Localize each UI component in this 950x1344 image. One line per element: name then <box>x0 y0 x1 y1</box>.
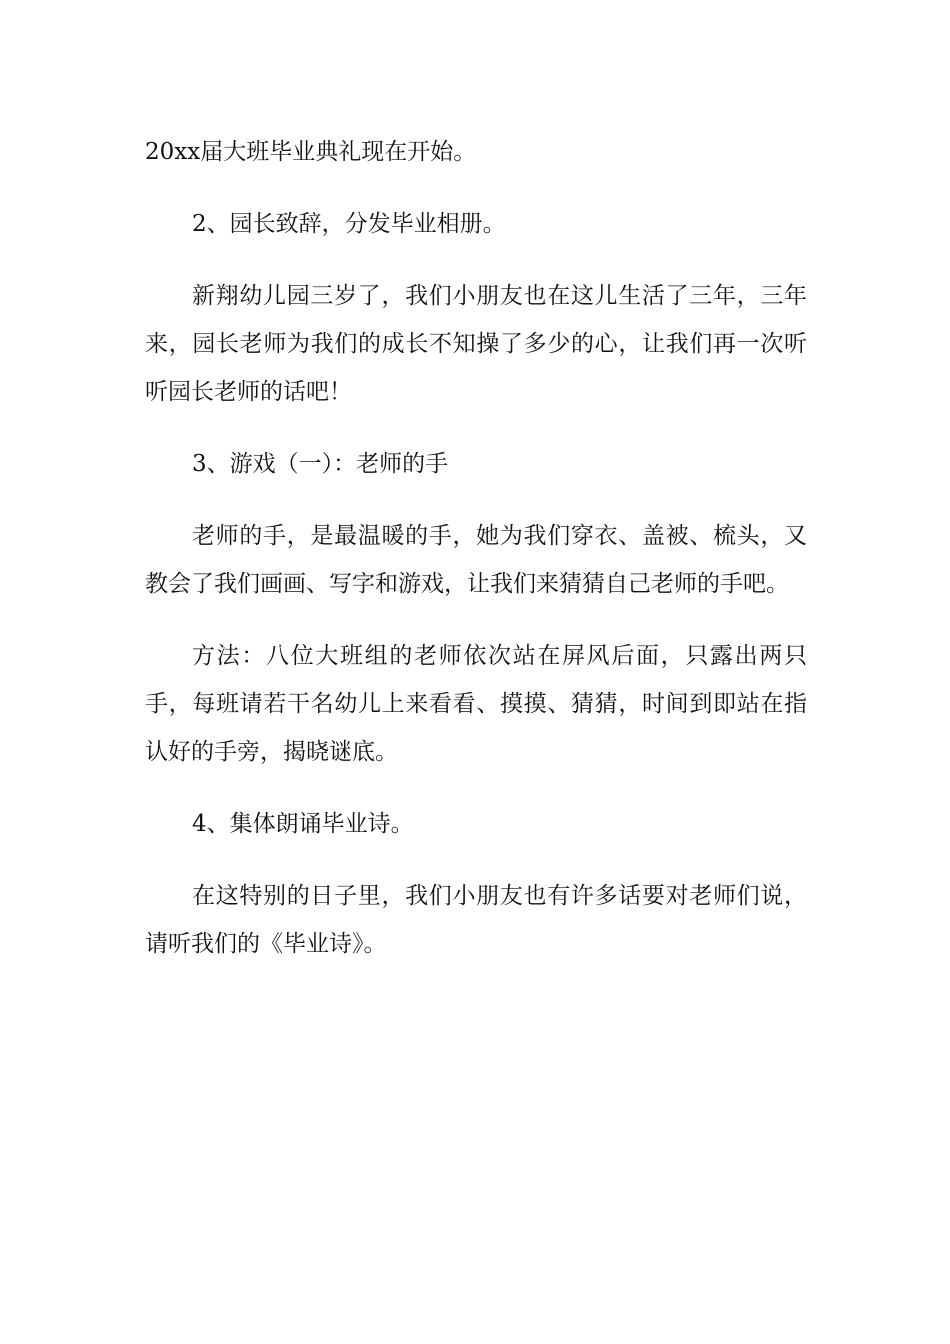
document-body <box>145 128 807 992</box>
paragraph-ceremony-start: 20xx届大班毕业典礼现在开始。 <box>145 139 477 165</box>
paragraph-step-3-heading: 3、游戏（一）：老师的手 <box>192 451 449 477</box>
paragraph-step-2-heading: 2、园长致辞，分发毕业相册。 <box>192 211 506 237</box>
paragraph-game-method: 方法：八位大班组的老师依次站在屏风后面，只露出两只手，每班请若干名幼儿上来看看、摸摸、猜猜，时间到即站在指认好的手旁，揭晓谜底。 <box>145 643 807 765</box>
paragraph-graduation-poem: 在这特别的日子里，我们小朋友也有许多话要对老师们说，请听我们的《毕业诗》。 <box>145 883 807 957</box>
paragraph-teacher-hands: 老师的手，是最温暖的手，她为我们穿衣、盖被、梳头，又教会了我们画画、写字和游戏，让我们来猜猜自己老师的手吧。 <box>145 523 807 597</box>
paragraph-step-4-heading: 4、集体朗诵毕业诗。 <box>192 811 414 837</box>
paragraph-principal-speech: 新翔幼儿园三岁了，我们小朋友也在这儿生活了三年，三年来，园长老师为我们的成长不知操了多少的心，让我们再一次听听园长老师的话吧！ <box>145 283 807 405</box>
